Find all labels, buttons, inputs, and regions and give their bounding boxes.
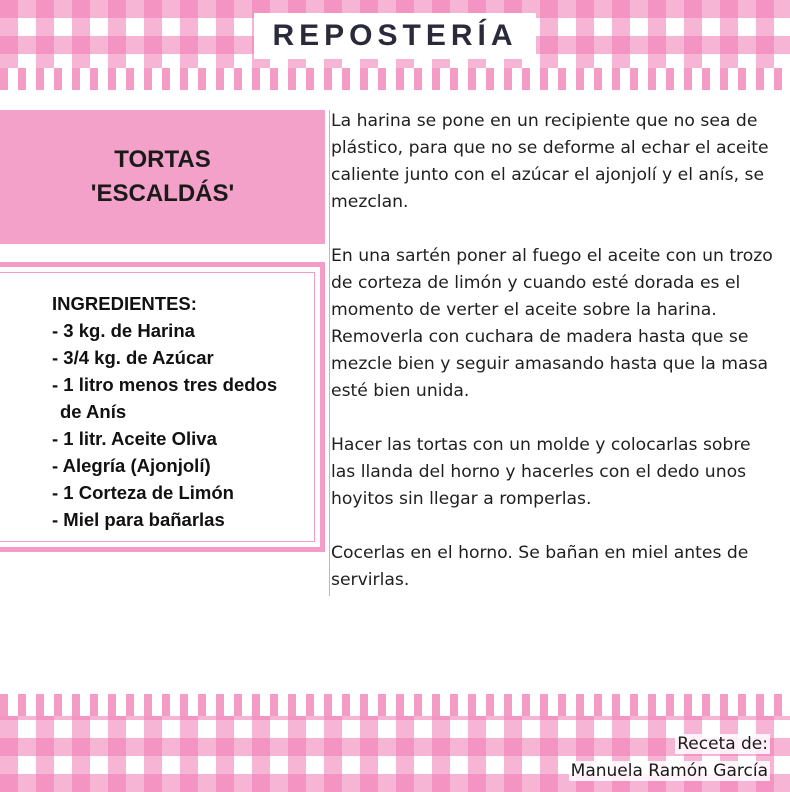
ingredient-item: - 3/4 kg. de Azúcar: [52, 347, 214, 368]
ingredients-heading: INGREDIENTES:: [52, 293, 197, 314]
recipe-credit: [569, 731, 770, 785]
page-title: REPOSTERÍA: [254, 13, 535, 59]
ingredients-list: [52, 290, 322, 533]
ingredient-item: - 1 litr. Aceite Oliva: [52, 428, 217, 449]
instructions: [331, 108, 776, 621]
header: [0, 8, 790, 64]
recipe-title: [91, 143, 234, 211]
instruction-paragraph: En una sartén poner al fuego el aceite con un trozo de corteza de limón y cuando esté dorada es el momento de verter el aceite sobre la harina. Removerla con cuchara de madera hasta que se mezcle bien y seguir amasando hasta que la masa esté bien unida.: [331, 246, 773, 401]
ingredient-item: - 3 kg. de Harina: [52, 320, 195, 341]
instruction-paragraph: Hacer las tortas con un molde y colocarlas sobre las llanda del horno y hacerles con el dedo unos hoyitos sin llegar a romperlas.: [331, 435, 751, 509]
ingredient-item: de Anís: [60, 401, 127, 422]
ingredient-item: - Alegría (Ajonjolí): [52, 455, 211, 476]
instruction-paragraph: Cocerlas en el horno. Se bañan en miel antes de servirlas.: [331, 543, 749, 590]
ingredient-item: - 1 litro menos tres dedos: [52, 374, 278, 395]
credit-label: Receta de:: [677, 734, 768, 754]
ingredient-item: - Miel para bañarlas: [52, 509, 225, 530]
credit-author: Manuela Ramón García: [570, 761, 768, 781]
recipe-title-box: [0, 110, 325, 244]
column-divider: [329, 110, 330, 596]
recipe-title-line-2: 'ESCALDÁS': [90, 180, 235, 207]
ingredient-item: - 1 Corteza de Limón: [52, 482, 234, 503]
instruction-paragraph: La harina se pone en un recipiente que no sea de plástico, para que no se deforme al echar el aceite caliente junto con el azúcar el ajonjolí y el anís, se mezclan.: [331, 111, 769, 212]
recipe-title-line-1: TORTAS: [114, 146, 211, 173]
